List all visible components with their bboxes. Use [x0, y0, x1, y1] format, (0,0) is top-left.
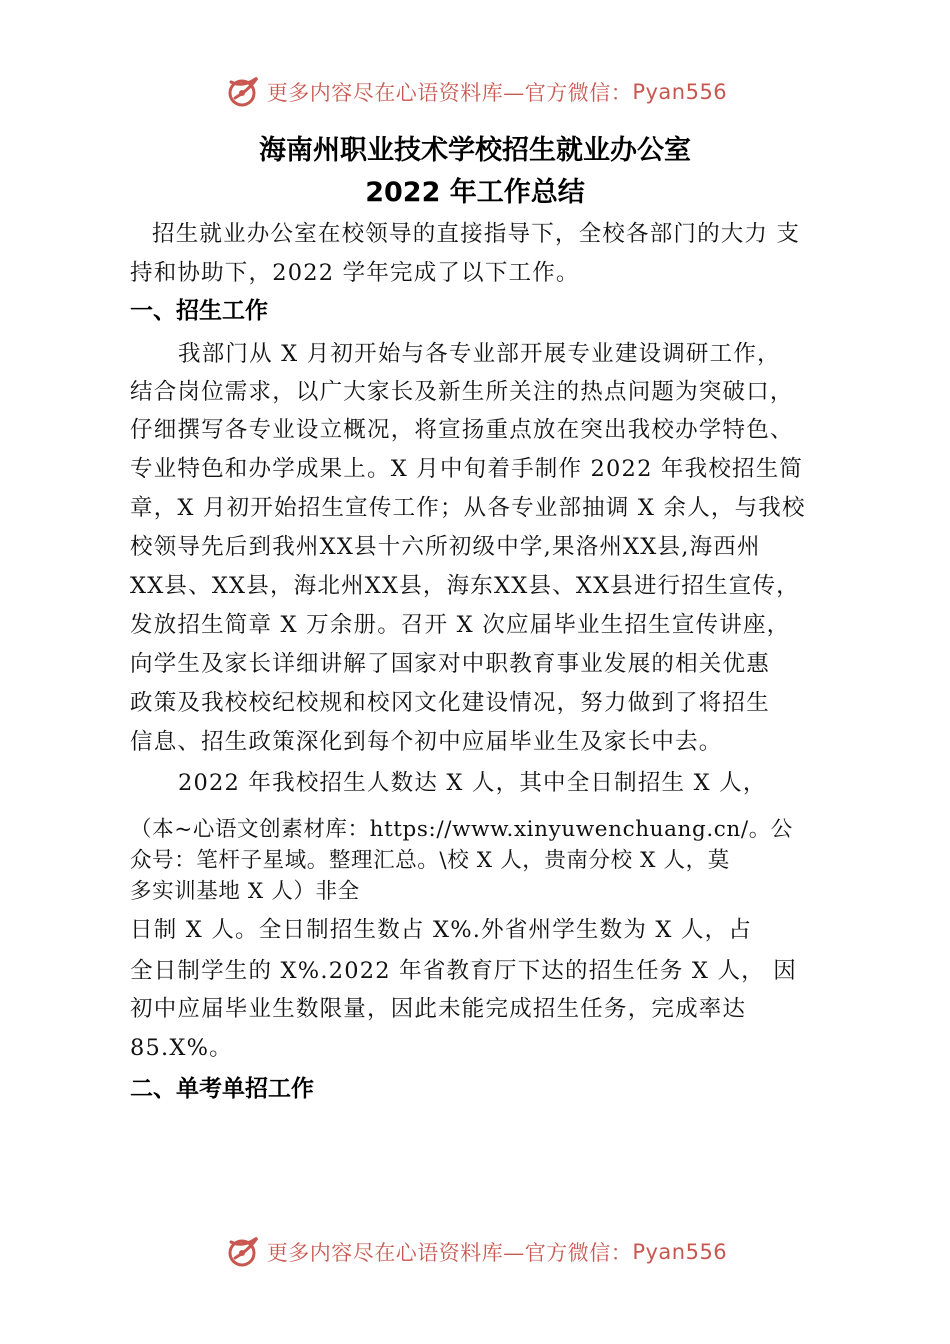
paragraph-line: 多实训基地 X 人）非全	[130, 879, 360, 904]
brush-logo-icon	[223, 1232, 263, 1272]
banner-text: 更多内容尽在心语资料库—官方微信：	[266, 81, 633, 105]
banner-wechat-id: Pyan556	[632, 80, 728, 104]
paragraph-line: 信息、招生政策深化到每个初中应届毕业生及家长中去。	[130, 729, 723, 755]
document-title-line2: 2022 年工作总结	[365, 177, 585, 208]
paragraph-line: 2022 年我校招生人数达 X 人，其中全日制招生 X 人，	[178, 770, 767, 796]
paragraph-line: 向学生及家长详细讲解了国家对中职教育事业发展的相关优惠	[130, 651, 770, 677]
section-heading-2: 二、单考单招工作	[130, 1076, 314, 1102]
paragraph-line: 仔细撰写各专业设立概况，将宣扬重点放在突出我校办学特色、	[130, 417, 794, 443]
paragraph-line: 初中应届毕业生数限量，因此未能完成招生任务，完成率达	[130, 996, 747, 1022]
paragraph-line: 结合岗位需求，以广大家长及新生所关注的热点问题为突破口，	[130, 379, 794, 405]
banner-wechat-id: Pyan556	[632, 1240, 728, 1264]
brush-logo-icon	[223, 72, 263, 112]
paragraph-line: 校领导先后到我州XX县十六所初级中学,果洛州XX县,海西州	[130, 534, 761, 560]
paragraph-line: 章，X 月初开始招生宣传工作；从各专业部抽调 X 余人，与我校	[130, 495, 806, 521]
paragraph-line: 我部门从 X 月初开始与各专业部开展专业建设调研工作，	[178, 341, 781, 367]
document-title-line1: 海南州职业技术学校招生就业办公室	[259, 135, 691, 166]
paragraph-line: 持和协助下，2022 学年完成了以下工作。	[130, 260, 580, 286]
paragraph-line: 专业特色和办学成果上。X 月中旬着手制作 2022 年我校招生简	[130, 456, 804, 482]
paragraph-line: 全日制学生的 X%.2022 年省教育厅下达的招生任务 X 人， 因	[130, 958, 797, 984]
paragraph-line: 发放招生简章 X 万余册。召开 X 次应届毕业生招生宣传讲座，	[130, 612, 791, 638]
paragraph-line: 日制 X 人。全日制招生数占 X%.外省州学生数为 X 人，占	[130, 917, 753, 943]
paragraph-line: 众号：笔杆子星域。整理汇总。\校 X 人，贵南分校 X 人，莫	[130, 848, 730, 873]
banner-text: 更多内容尽在心语资料库—官方微信：	[266, 1241, 633, 1265]
paragraph-line: （本~心语文创素材库：https://www.xinyuwenchuang.cn/。公	[130, 817, 793, 842]
paragraph-line: XX县、XX县，海北州XX县，海东XX县、XX县进行招生宣传，	[130, 573, 800, 599]
watermark-banner-bottom	[0, 1232, 950, 1272]
paragraph-line: 政策及我校校纪校规和校冈文化建设情况，努力做到了将招生	[130, 690, 770, 716]
paragraph-line: 85.X%。	[130, 1035, 233, 1061]
paragraph-line: 招生就业办公室在校领导的直接指导下，全校各部门的大力 支	[152, 221, 801, 247]
watermark-banner-top	[0, 72, 950, 112]
section-heading-1: 一、招生工作	[130, 298, 268, 324]
